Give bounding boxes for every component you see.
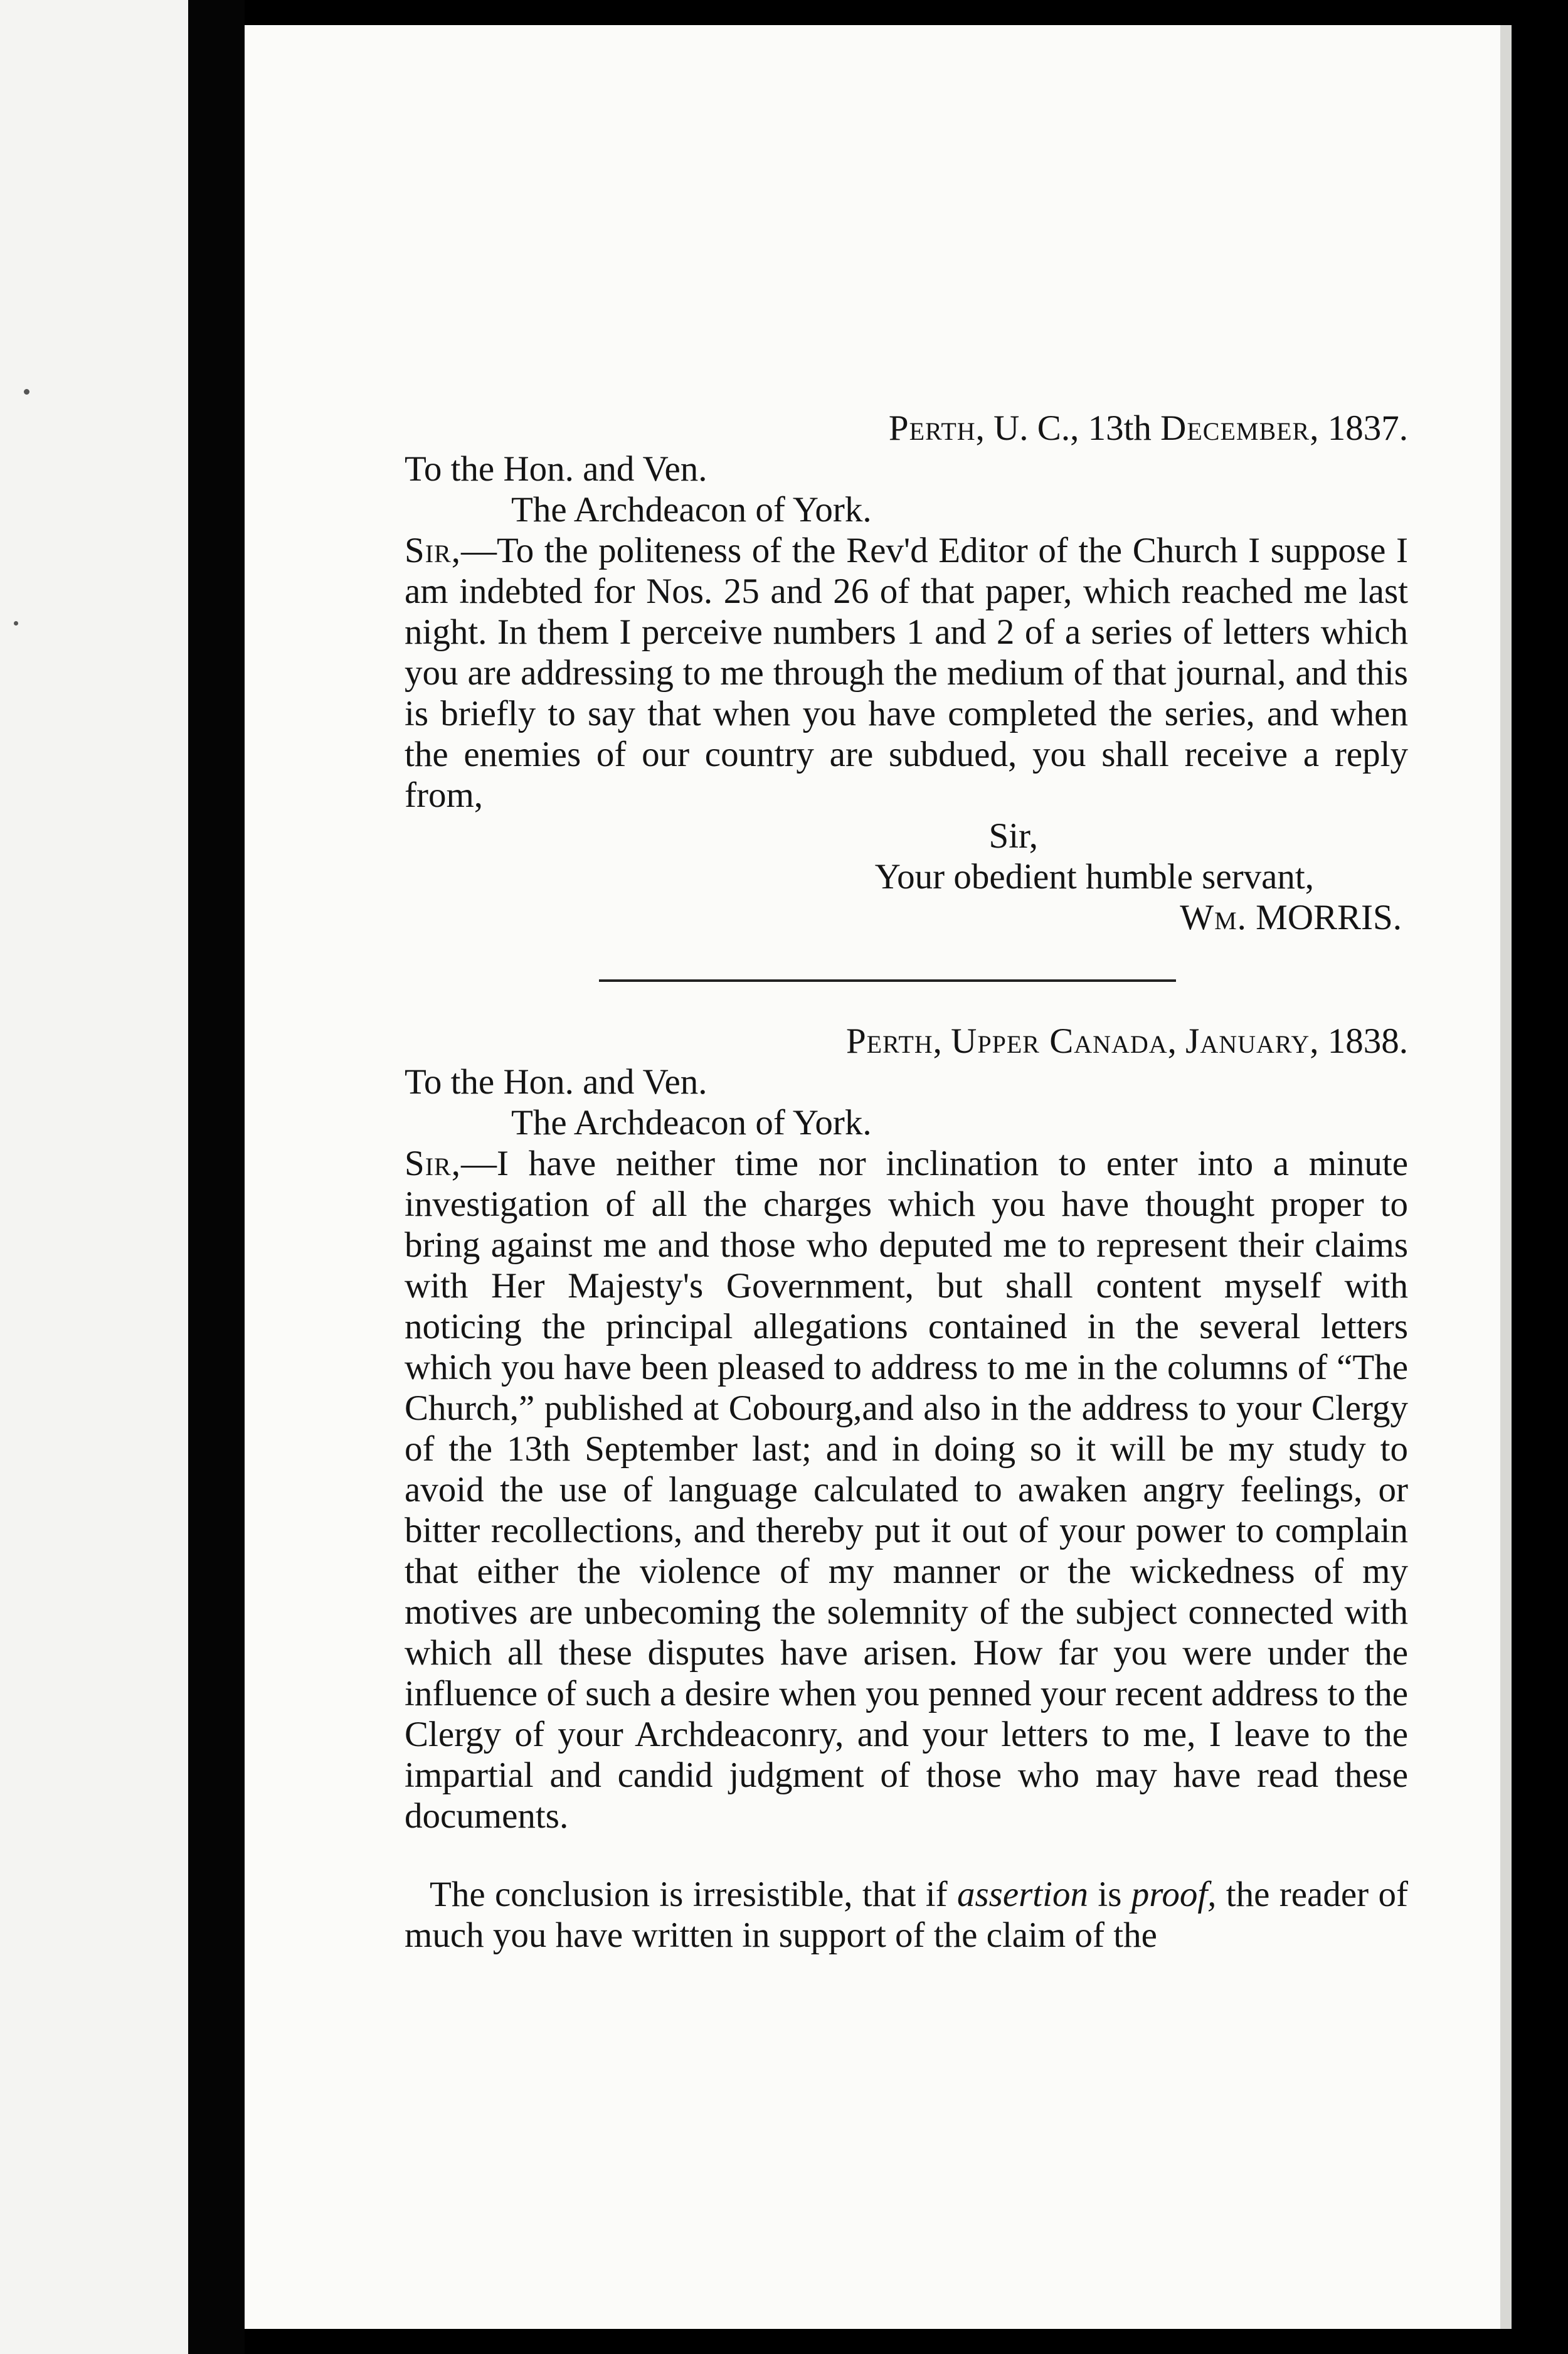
dateline-month: December: [1160, 408, 1310, 448]
dateline-place: Perth: [888, 408, 976, 448]
binding-gutter: [188, 0, 245, 2354]
conclusion-start: The conclusion is irresistible, that if: [430, 1875, 957, 1914]
letter1-closing-line: Your obedient humble servant,: [874, 857, 1314, 897]
page-text: [405, 408, 1408, 1956]
dateline-year: , 1838.: [1310, 1021, 1408, 1061]
letter2-recipient: The Archdeacon of York.: [511, 1103, 872, 1142]
dateline-sep: ,: [1167, 1021, 1186, 1061]
dateline-year: , 1837.: [1310, 408, 1408, 448]
letter1-body-text: —To the politeness of the Rev'd Editor of the Church I suppose I am indebted for Nos. 25 and 26 of that paper, which reached me last night. In them I perceive numbers 1 and 2 of a series of letters which you are addressing to me through the medium of that journal, and this is briefly to say that when you have completed the series, and when the enemies of our country are subdued, you shall receive a reply from,: [405, 531, 1408, 815]
paragraph-gap: [405, 1836, 1408, 1874]
signature-last: MORRIS.: [1256, 898, 1402, 937]
dateline-month: January: [1185, 1021, 1310, 1061]
letter1-recipient: The Archdeacon of York.: [511, 490, 872, 530]
letter2-to-line: To the Hon. and Ven.: [405, 1062, 707, 1102]
paper-speck: [14, 621, 18, 626]
dateline-text: ,: [933, 1021, 951, 1061]
dateline-place: Perth: [845, 1021, 933, 1061]
paper-speck: [24, 389, 29, 395]
letter1-salutation: Sir,: [405, 531, 461, 570]
letter1-to-line: To the Hon. and Ven.: [405, 449, 707, 489]
facing-page-edge: [0, 0, 188, 2354]
letter1-closing-sir: Sir,: [988, 816, 1038, 856]
page-fore-edge: [1500, 25, 1512, 2329]
letter1-dateline: [405, 408, 1408, 449]
conclusion-em-assertion: assertion: [956, 1875, 1088, 1914]
letter1-body: [405, 530, 1408, 816]
conclusion-em-proof: proof,: [1131, 1875, 1217, 1914]
scan-border: [1512, 0, 1568, 2354]
letter2-dateline: [405, 1021, 1408, 1062]
letter2-body: [405, 1143, 1408, 1836]
conclusion-paragraph: [405, 1874, 1408, 1956]
conclusion-mid: is: [1088, 1875, 1131, 1914]
section-divider: [599, 979, 1176, 982]
letter1-signature: [405, 897, 1408, 938]
letter2-salutation: Sir,: [405, 1144, 461, 1183]
signature-first: Wm.: [1180, 898, 1247, 937]
conclusion-end: the reader of much you have written in support of the claim of the: [405, 1875, 1408, 1955]
dateline-region: Upper Canada: [951, 1021, 1168, 1061]
dateline-text: , U. C., 13th: [975, 408, 1161, 448]
letter2-body-text: —I have neither time nor inclination to enter into a minute investigation of all the charges which you have thought proper to bring against me and those who deputed me to represent their claims with Her Majesty's Government, but shall content myself with noticing the principal allegations contained in the several letters which you have been pleased to address to me in the columns of “The Church,” published at Cobourg,and also in the address to your Clergy of the 13th September last; and in doing so it will be my study to avoid the use of language calculated to awaken angry feelings, or bitter recollections, and thereby put it out of your power to complain that either the violence of my manner or the wickedness of my motives are unbecoming the solemnity of the subject connected with which all these disputes have arisen. How far you were under the influence of such a desire when you penned your recent address to the Clergy of your Archdeaconry, and your letters to me, I leave to the impartial and candid judgment of those who may have read these documents.: [405, 1144, 1408, 1836]
